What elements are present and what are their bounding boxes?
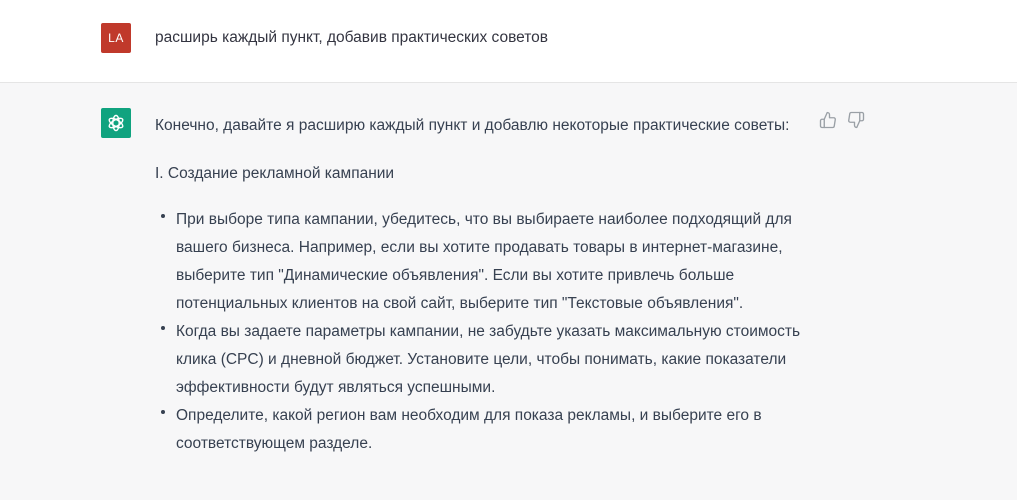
section-title: I. Создание рекламной кампании xyxy=(155,165,395,182)
bullet-item: При выборе типа кампании, убедитесь, что вы выбираете наиболее подходящий для вашего бизнеса. Например, если вы хотите продавать товары в интернет-магазине, выберите тип "Динамические объявления". Если вы хотите привлечь больше потенциальных клиентов на свой сайт, выберите тип "Текстовые объявления". xyxy=(155,206,825,318)
assistant-message-row xyxy=(0,83,1017,500)
bullet-item: Определите, какой регион вам необходим для показа рекламы, и выберите его в соответствующем разделе. xyxy=(155,402,825,458)
thumbs-down-icon[interactable] xyxy=(847,111,865,129)
openai-logo-icon xyxy=(106,113,126,133)
user-avatar: LA xyxy=(101,23,131,53)
feedback-buttons xyxy=(819,111,869,131)
assistant-intro: Конечно, давайте я расширю каждый пункт и добавлю некоторые практические советы: xyxy=(155,117,790,134)
user-message-row xyxy=(0,0,1017,83)
bullet-item: Когда вы задаете параметры кампании, не забудьте указать максимальную стоимость клика (CPC) и дневной бюджет. Установите цели, чтобы понимать, какие показатели эффективности будут являться успешными. xyxy=(155,318,825,402)
user-message-text: расширь каждый пункт, добавив практических советов xyxy=(155,29,549,46)
assistant-avatar xyxy=(101,108,131,138)
thumbs-up-icon[interactable] xyxy=(819,111,837,129)
bullet-list xyxy=(155,206,825,458)
assistant-message-content xyxy=(155,112,825,458)
